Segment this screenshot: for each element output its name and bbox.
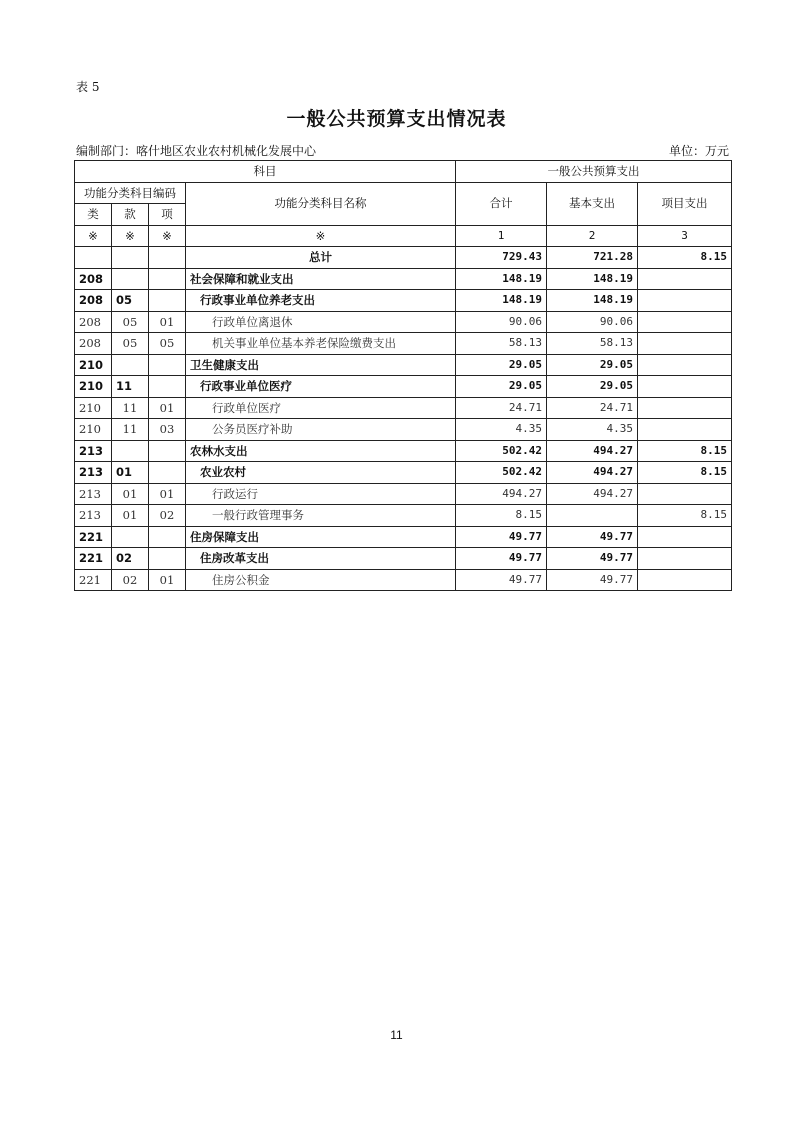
- code-xiang-cell: [149, 247, 186, 269]
- index-cell: 3: [638, 225, 732, 247]
- subject-name-cell: 总计: [186, 247, 456, 269]
- project-cell: [638, 569, 732, 591]
- basic-cell: 29.05: [547, 376, 638, 398]
- code-xiang-cell: [149, 548, 186, 570]
- mark-cell: ※: [186, 225, 456, 247]
- code-lei-cell: 210: [75, 354, 112, 376]
- basic-cell: 148.19: [547, 290, 638, 312]
- project-cell: [638, 483, 732, 505]
- code-lei-cell: 208: [75, 333, 112, 355]
- project-cell: 8.15: [638, 462, 732, 484]
- subject-name-cell: 机关事业单位基本养老保险缴费支出: [186, 333, 456, 355]
- code-lei-cell: [75, 247, 112, 269]
- table-row: [75, 268, 732, 290]
- code-lei-cell: 208: [75, 311, 112, 333]
- subject-name-cell: 社会保障和就业支出: [186, 268, 456, 290]
- header-row-2: [75, 182, 732, 204]
- total-cell: 49.77: [456, 569, 547, 591]
- table-row: [75, 569, 732, 591]
- total-cell: 148.19: [456, 290, 547, 312]
- code-xiang-cell: [149, 268, 186, 290]
- code-kuan-cell: 05: [112, 311, 149, 333]
- basic-cell: 4.35: [547, 419, 638, 441]
- table-row: [75, 354, 732, 376]
- code-xiang-cell: 01: [149, 483, 186, 505]
- code-lei-cell: 208: [75, 290, 112, 312]
- page-number: 11: [390, 1028, 403, 1042]
- code-kuan-cell: [112, 247, 149, 269]
- basic-cell: [547, 505, 638, 527]
- header-code: 功能分类科目编码: [75, 182, 186, 204]
- table-row: [75, 526, 732, 548]
- header-lei: 类: [75, 204, 112, 226]
- subject-name-cell: 农林水支出: [186, 440, 456, 462]
- total-row: [75, 247, 732, 269]
- subject-name-cell: 住房保障支出: [186, 526, 456, 548]
- code-xiang-cell: 05: [149, 333, 186, 355]
- project-cell: [638, 376, 732, 398]
- code-kuan-cell: 05: [112, 333, 149, 355]
- table-row: [75, 397, 732, 419]
- code-kuan-cell: 02: [112, 548, 149, 570]
- project-cell: [638, 268, 732, 290]
- unit-label: 单位：万元: [668, 144, 729, 158]
- code-kuan-cell: 01: [112, 483, 149, 505]
- header-budget: 一般公共预算支出: [456, 161, 732, 183]
- table-row: [75, 483, 732, 505]
- code-lei-cell: 221: [75, 526, 112, 548]
- code-xiang-cell: 01: [149, 569, 186, 591]
- project-cell: [638, 397, 732, 419]
- code-xiang-cell: 01: [149, 311, 186, 333]
- basic-cell: 49.77: [547, 526, 638, 548]
- basic-cell: 494.27: [547, 440, 638, 462]
- basic-cell: 494.27: [547, 483, 638, 505]
- total-cell: 502.42: [456, 440, 547, 462]
- project-cell: [638, 311, 732, 333]
- total-cell: 8.15: [456, 505, 547, 527]
- page-title: 一般公共预算支出情况表: [286, 108, 507, 130]
- project-cell: [638, 419, 732, 441]
- code-kuan-cell: [112, 440, 149, 462]
- project-cell: [638, 526, 732, 548]
- basic-cell: 24.71: [547, 397, 638, 419]
- basic-cell: 49.77: [547, 548, 638, 570]
- project-cell: [638, 548, 732, 570]
- code-lei-cell: 213: [75, 440, 112, 462]
- code-xiang-cell: [149, 376, 186, 398]
- basic-cell: 49.77: [547, 569, 638, 591]
- code-lei-cell: 221: [75, 548, 112, 570]
- code-xiang-cell: 03: [149, 419, 186, 441]
- code-kuan-cell: 01: [112, 462, 149, 484]
- code-lei-cell: 221: [75, 569, 112, 591]
- project-cell: [638, 354, 732, 376]
- code-xiang-cell: [149, 290, 186, 312]
- table-row: [75, 462, 732, 484]
- table-row: [75, 311, 732, 333]
- code-xiang-cell: [149, 462, 186, 484]
- project-cell: 8.15: [638, 440, 732, 462]
- department-label: 编制部门：喀什地区农业农村机械化发展中心: [76, 144, 317, 158]
- header-project: 项目支出: [638, 182, 732, 225]
- total-cell: 729.43: [456, 247, 547, 269]
- subject-name-cell: 行政事业单位医疗: [186, 376, 456, 398]
- table-row: [75, 290, 732, 312]
- code-lei-cell: 208: [75, 268, 112, 290]
- project-cell: 8.15: [638, 505, 732, 527]
- header-row-1: [75, 161, 732, 183]
- basic-cell: 148.19: [547, 268, 638, 290]
- code-lei-cell: 213: [75, 462, 112, 484]
- code-kuan-cell: 11: [112, 376, 149, 398]
- total-cell: 502.42: [456, 462, 547, 484]
- table-row: [75, 333, 732, 355]
- mark-cell: ※: [112, 225, 149, 247]
- code-kuan-cell: [112, 526, 149, 548]
- table-number: 表 5: [76, 80, 100, 94]
- total-cell: 148.19: [456, 268, 547, 290]
- subject-name-cell: 农业农村: [186, 462, 456, 484]
- header-kuan: 款: [112, 204, 149, 226]
- code-xiang-cell: 02: [149, 505, 186, 527]
- header-basic: 基本支出: [547, 182, 638, 225]
- total-cell: 49.77: [456, 548, 547, 570]
- code-lei-cell: 213: [75, 505, 112, 527]
- subject-name-cell: 住房改革支出: [186, 548, 456, 570]
- code-kuan-cell: 11: [112, 419, 149, 441]
- code-xiang-cell: 01: [149, 397, 186, 419]
- total-cell: 4.35: [456, 419, 547, 441]
- code-lei-cell: 210: [75, 419, 112, 441]
- table-row: [75, 419, 732, 441]
- basic-cell: 29.05: [547, 354, 638, 376]
- table-row: [75, 505, 732, 527]
- basic-cell: 90.06: [547, 311, 638, 333]
- mark-cell: ※: [75, 225, 112, 247]
- basic-cell: 494.27: [547, 462, 638, 484]
- code-xiang-cell: [149, 354, 186, 376]
- header-name: 功能分类科目名称: [186, 182, 456, 225]
- total-cell: 49.77: [456, 526, 547, 548]
- total-cell: 24.71: [456, 397, 547, 419]
- project-cell: 8.15: [638, 247, 732, 269]
- total-cell: 90.06: [456, 311, 547, 333]
- code-lei-cell: 210: [75, 397, 112, 419]
- code-xiang-cell: [149, 440, 186, 462]
- subject-name-cell: 卫生健康支出: [186, 354, 456, 376]
- code-kuan-cell: 01: [112, 505, 149, 527]
- subject-name-cell: 行政事业单位养老支出: [186, 290, 456, 312]
- subject-name-cell: 行政运行: [186, 483, 456, 505]
- table-row: [75, 440, 732, 462]
- index-cell: 1: [456, 225, 547, 247]
- code-lei-cell: 213: [75, 483, 112, 505]
- code-kuan-cell: [112, 354, 149, 376]
- table-row: [75, 376, 732, 398]
- table-row: [75, 548, 732, 570]
- subject-name-cell: 行政单位医疗: [186, 397, 456, 419]
- project-cell: [638, 333, 732, 355]
- header-subject: 科目: [75, 161, 456, 183]
- header-index-row: [75, 225, 732, 247]
- subject-name-cell: 行政单位离退休: [186, 311, 456, 333]
- code-kuan-cell: 02: [112, 569, 149, 591]
- index-cell: 2: [547, 225, 638, 247]
- subject-name-cell: 住房公积金: [186, 569, 456, 591]
- total-cell: 29.05: [456, 354, 547, 376]
- code-kuan-cell: 11: [112, 397, 149, 419]
- code-lei-cell: 210: [75, 376, 112, 398]
- header-total: 合计: [456, 182, 547, 225]
- total-cell: 58.13: [456, 333, 547, 355]
- subject-name-cell: 公务员医疗补助: [186, 419, 456, 441]
- basic-cell: 721.28: [547, 247, 638, 269]
- total-cell: 29.05: [456, 376, 547, 398]
- code-xiang-cell: [149, 526, 186, 548]
- basic-cell: 58.13: [547, 333, 638, 355]
- mark-cell: ※: [149, 225, 186, 247]
- total-cell: 494.27: [456, 483, 547, 505]
- code-kuan-cell: 05: [112, 290, 149, 312]
- subject-name-cell: 一般行政管理事务: [186, 505, 456, 527]
- code-kuan-cell: [112, 268, 149, 290]
- project-cell: [638, 290, 732, 312]
- budget-table: [74, 160, 732, 591]
- header-xiang: 项: [149, 204, 186, 226]
